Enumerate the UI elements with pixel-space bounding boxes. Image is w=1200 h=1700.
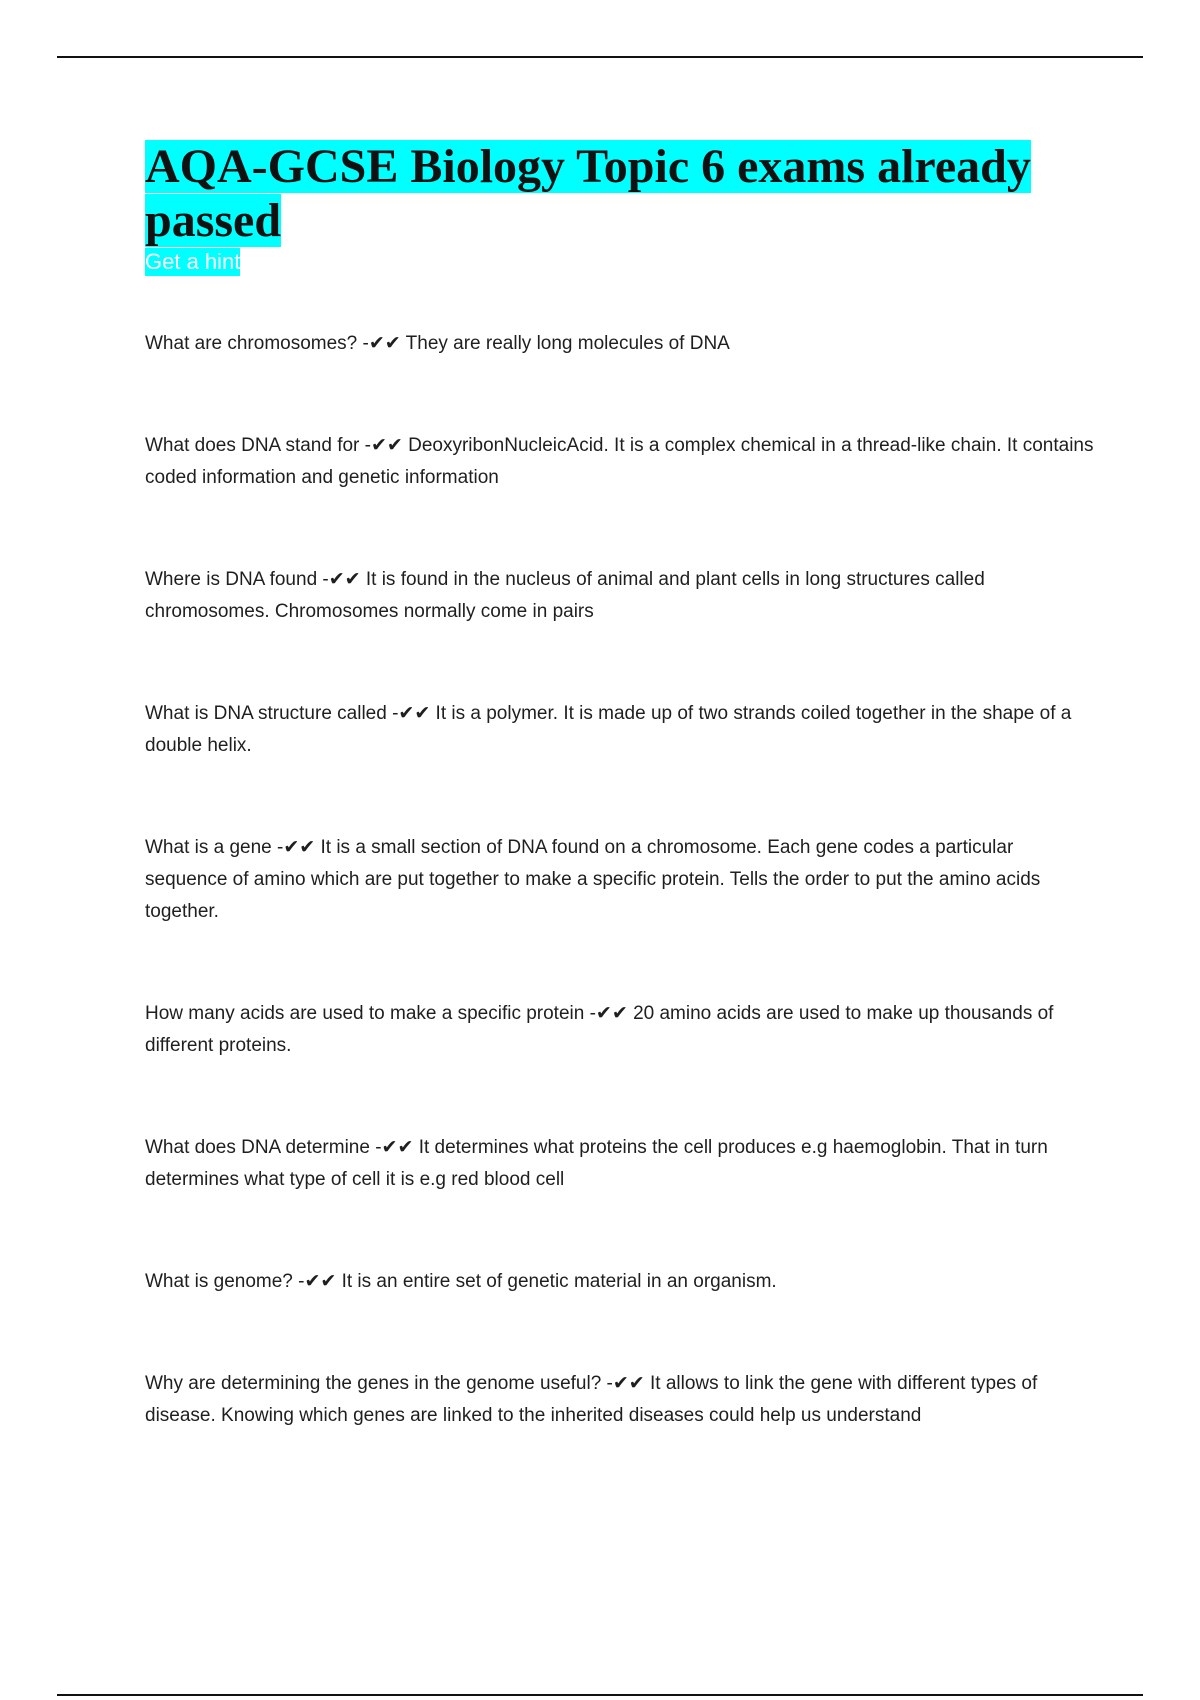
answer-separator: -✔✔ [601,1373,651,1394]
answer-text: 20 amino acids are used to make up thousands of different proteins. [145,1003,1054,1056]
get-hint-link[interactable]: Get a hint [145,249,241,274]
answer-text: It is found in the nucleus of animal and plant cells in long structures called chromosomes. Chromosomes normally come in pairs [145,569,985,622]
qa-item [145,1266,1100,1298]
question-text: What are chromosomes? [145,333,358,354]
question-text: How many acids are used to make a specific protein [145,1003,585,1024]
answer-text: It is an entire set of genetic material in an organism. [341,1271,777,1292]
qa-item [145,998,1100,1062]
qa-item [145,698,1100,762]
answer-separator: -✔✔ [271,837,321,858]
document-body [145,140,1100,1432]
answer-separator: -✔✔ [292,1271,342,1292]
answer-separator: -✔✔ [359,435,409,456]
qa-item [145,1132,1100,1196]
question-text: Where is DNA found [145,569,318,590]
answer-text: It is a small section of DNA found on a chromosome. Each gene codes a particular sequence of amino which are put together to make a specific protein. Tells the order to put the amino acids together. [145,837,1041,922]
qa-item [145,430,1100,494]
top-rule [57,56,1143,58]
answer-separator: -✔✔ [357,333,406,354]
answer-separator: -✔✔ [369,1137,419,1158]
answer-text: It allows to link the gene with different types of disease. Knowing which genes are linked to the inherited diseases could help us understand [145,1373,1038,1426]
question-text: What does DNA determine [145,1137,370,1158]
question-text: What is DNA structure called [145,703,387,724]
question-text: What is genome? [145,1271,293,1292]
question-text: Why are determining the genes in the genome useful? [145,1373,602,1394]
question-text: What does DNA stand for [145,435,360,456]
answer-separator: -✔✔ [386,703,436,724]
qa-item [145,564,1100,628]
qa-item [145,1368,1100,1432]
document-title: AQA-GCSE Biology Topic 6 exams already passed [145,140,1031,247]
answer-separator: -✔✔ [584,1003,634,1024]
answer-separator: -✔✔ [317,569,366,590]
qa-item [145,832,1100,928]
answer-text: It is a polymer. It is made up of two strands coiled together in the shape of a double helix. [145,703,1072,756]
question-text: What is a gene [145,837,272,858]
bottom-rule [57,1694,1143,1696]
qa-item [145,328,1100,360]
answer-text: DeoxyribonNucleicAcid. It is a complex chemical in a thread-like chain. It contains coded information and genetic information [145,435,1094,488]
qa-list [145,328,1100,1432]
answer-text: It determines what proteins the cell produces e.g haemoglobin. That in turn determines what type of cell it is e.g red blood cell [145,1137,1048,1190]
answer-text: They are really long molecules of DNA [405,333,730,354]
